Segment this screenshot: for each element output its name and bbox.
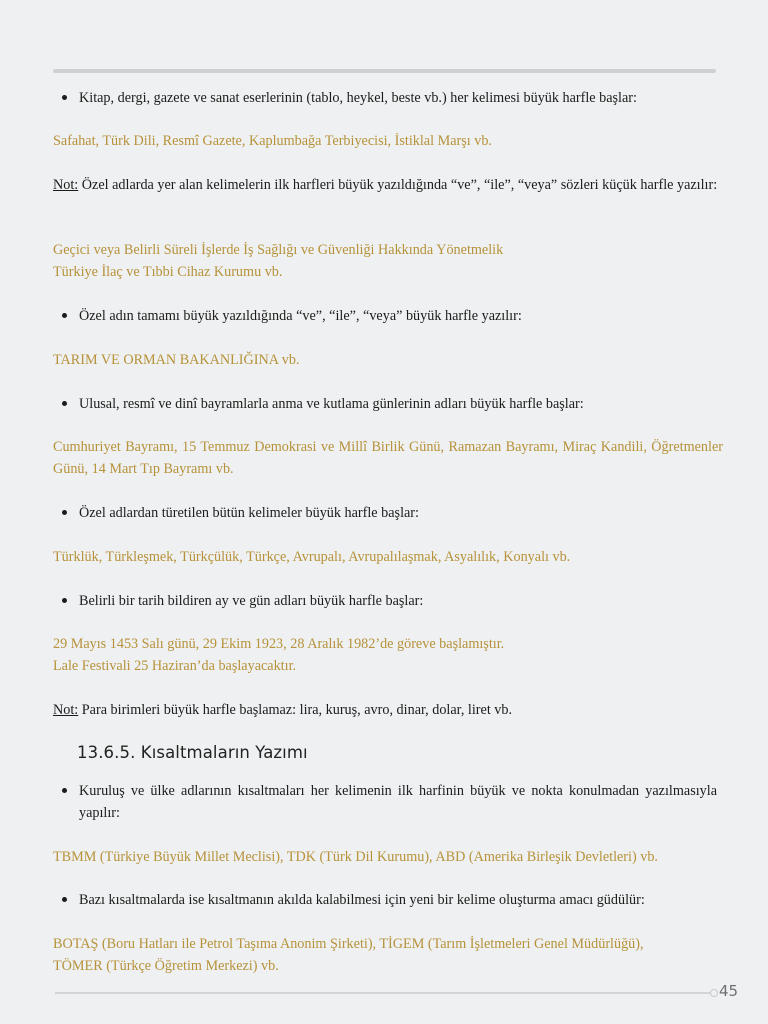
example-text: Cumhuriyet Bayramı, 15 Temmuz Demokrasi ve Millî Birlik Günü, Ramazan Bayramı, Miraç Kandili, Öğretmenler Günü, 14 Mart Tıp Bayramı vb. (53, 439, 723, 477)
example-text: Türklük, Türkleşmek, Türkçülük, Türkçe, Avrupalı, Avrupalılaşmak, Asyalılık, Konyalı vb. (53, 549, 571, 565)
example-text (53, 633, 723, 677)
example-line: TÖMER (Türkçe Öğretim Merkezi) vb. (53, 958, 279, 974)
example-line: Türkiye İlaç ve Tıbbi Cihaz Kurumu vb. (53, 264, 283, 280)
footer-divider (55, 992, 711, 994)
example-text: Safahat, Türk Dili, Resmî Gazete, Kaplumbağa Terbiyecisi, İstiklal Marşı vb. (53, 133, 492, 149)
example-text: TBMM (Türkiye Büyük Millet Meclisi), TDK (Türk Dil Kurumu), ABD (Amerika Birleşik Devletleri) vb. (53, 849, 658, 865)
section-heading: 13.6.5. Kısaltmaların Yazımı (77, 743, 308, 762)
bullet-item: Kitap, dergi, gazete ve sanat eserlerinin (tablo, heykel, beste vb.) her kelimesi büyük harfle başlar: (53, 87, 717, 109)
bullet-item: Kuruluş ve ülke adlarının kısaltmaları her kelimenin ilk harfinin büyük ve nokta konulmadan yazılmasıyla yapılır: (53, 780, 717, 824)
bullet-item: Özel adlardan türetilen bütün kelimeler büyük harfle başlar: (53, 502, 717, 524)
note-label: Not: (53, 177, 79, 193)
bullet-item: Ulusal, resmî ve dinî bayramlarla anma ve kutlama günlerinin adları büyük harfle başlar: (53, 393, 717, 415)
note-text: Para birimleri büyük harfle başlamaz: lira, kuruş, avro, dinar, dolar, liret vb. (78, 702, 513, 718)
example-line: Geçici veya Belirli Süreli İşlerde İş Sağlığı ve Güvenliği Hakkında Yönetmelik (53, 242, 504, 258)
example-line: BOTAŞ (Boru Hatları ile Petrol Taşıma Anonim Şirketi), TİGEM (Tarım İşletmeleri Genel Müdürlüğü), (53, 936, 644, 952)
note-text: Özel adlarda yer alan kelimelerin ilk harfleri büyük yazıldığında “ve”, “ile”, “veya” sözleri küçük harfle yazılır: (78, 177, 718, 193)
note-paragraph (53, 699, 723, 721)
top-divider (53, 69, 716, 73)
bullet-item: Özel adın tamamı büyük yazıldığında “ve”, “ile”, “veya” büyük harfle yazılır: (53, 305, 717, 327)
example-line: Lale Festivali 25 Haziran’da başlayacaktır. (53, 658, 297, 674)
note-label: Not: (53, 702, 79, 718)
example-text (53, 239, 723, 283)
bullet-item: Bazı kısaltmalarda ise kısaltmanın akılda kalabilmesi için yeni bir kelime oluşturma amacı güdülür: (53, 889, 717, 911)
example-text (53, 933, 723, 977)
example-text: TARIM VE ORMAN BAKANLIĞINA vb. (53, 352, 300, 368)
page-number: 45 (719, 982, 739, 1000)
note-paragraph (53, 174, 723, 196)
bullet-item: Belirli bir tarih bildiren ay ve gün adları büyük harfle başlar: (53, 590, 717, 612)
footer-circle-icon (710, 989, 718, 997)
example-line: 29 Mayıs 1453 Salı günü, 29 Ekim 1923, 28 Aralık 1982’de göreve başlamıştır. (53, 636, 505, 652)
